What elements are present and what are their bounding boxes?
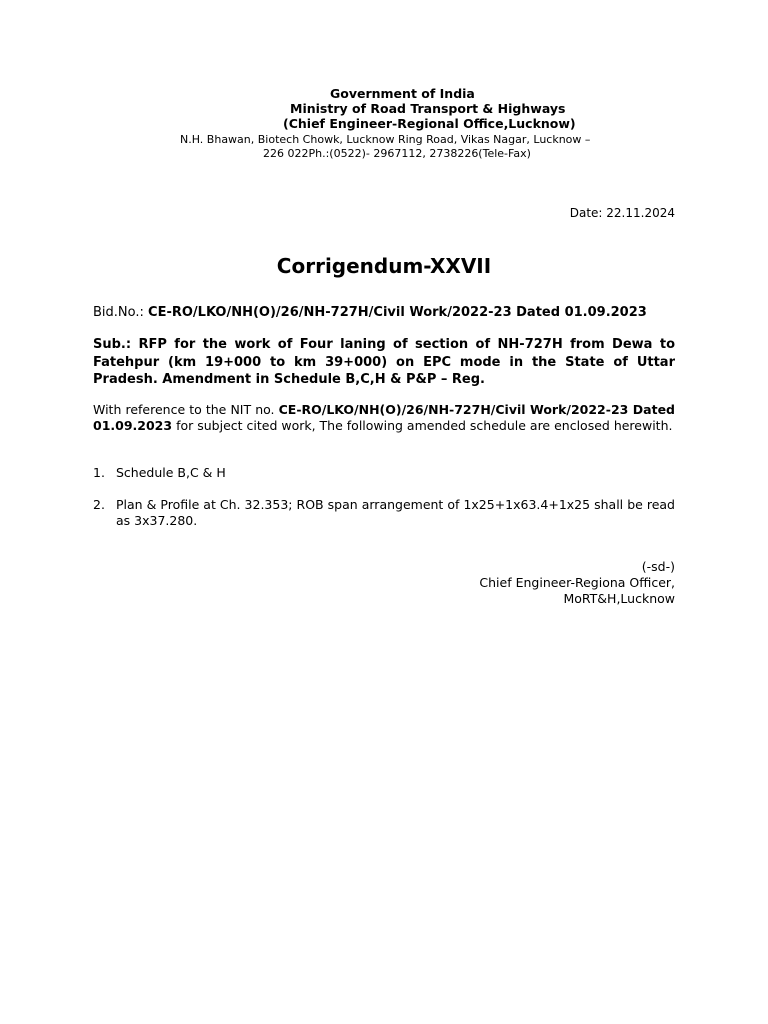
header-ministry: Ministry of Road Transport & Highways xyxy=(290,101,566,116)
header-government: Government of India xyxy=(330,86,475,101)
list-item-number: 2. xyxy=(93,497,105,512)
bid-value: CE-RO/LKO/NH(O)/26/NH-727H/Civil Work/2022-23 Dated 01.09.2023 xyxy=(148,305,647,320)
document-date: Date: 22.11.2024 xyxy=(569,206,675,220)
reference-suffix: for subject cited work, The following amended schedule are enclosed herewith. xyxy=(176,418,673,433)
header-office: (Chief Engineer-Regional Office,Lucknow) xyxy=(283,116,576,131)
list-item-text: Schedule B,C & H xyxy=(116,465,226,480)
reference-prefix: With reference to the NIT no. xyxy=(93,402,275,417)
list-item-number: 1. xyxy=(93,465,105,480)
signature-sd: (-sd-) xyxy=(641,559,675,574)
reference-nit: CE-RO/LKO/NH(O)/26/NH-727H/Civil Work/2022-23 Dated 01.09.2023 xyxy=(93,402,676,433)
header-address-line2: 226 022Ph.:(0522)- 2967112, 2738226(Tele-Fax) xyxy=(263,147,531,160)
signature-designation: Chief Engineer-Regiona Officer, xyxy=(479,575,675,590)
list-item-text: Plan & Profile at Ch. 32.353; ROB span arrangement of 1x25+1x63.4+1x25 shall be read as 3x37.280. xyxy=(116,497,675,528)
bid-number xyxy=(93,304,647,321)
reference-paragraph xyxy=(93,402,675,434)
bid-label: Bid.No.: xyxy=(93,305,144,320)
signature-office: MoRT&H,Lucknow xyxy=(563,591,675,606)
subject-paragraph: Sub.: RFP for the work of Four laning of section of NH-727H from Dewa to Fatehpur (km 19+000 to km 39+000) on EPC mode in the State of Uttar Pradesh. Amendment in Schedule B,C,H & P&P – Reg. xyxy=(93,337,675,387)
header-address-line1: N.H. Bhawan, Biotech Chowk, Lucknow Ring Road, Vikas Nagar, Lucknow – xyxy=(180,133,591,146)
document-title: Corrigendum-XXVII xyxy=(276,254,492,278)
